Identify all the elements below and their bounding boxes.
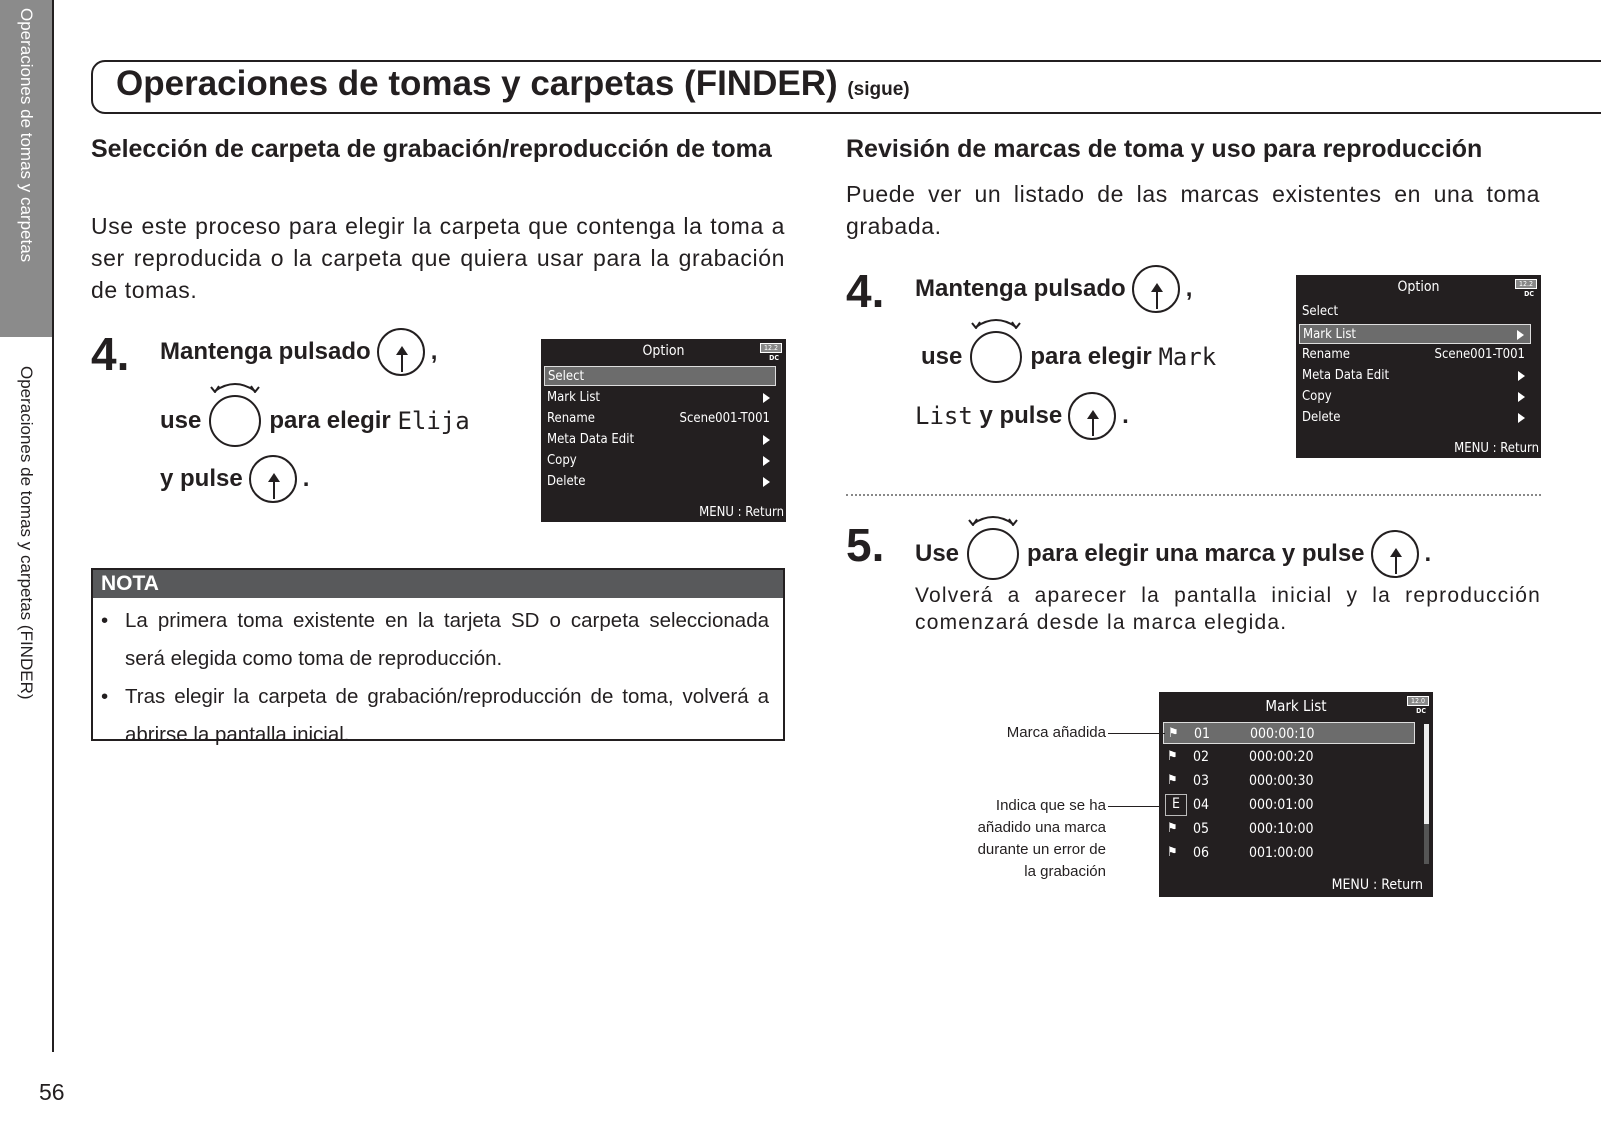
mark-row: ⚑ 06 001:00:00 [1163, 842, 1415, 864]
arrow-right-icon [1517, 330, 1524, 340]
arrow-right-icon [763, 456, 770, 466]
push-dial-icon [1132, 265, 1180, 313]
mark-row: ⚑ 02 000:00:20 [1163, 746, 1415, 768]
arrow-right-icon [763, 435, 770, 445]
screen-row-delete: Delete [1299, 408, 1531, 428]
screen-row-select: Select [544, 366, 776, 386]
nota-box [91, 568, 785, 746]
left-step4-number: 4. [91, 328, 130, 380]
screen-row-select: Select [1302, 304, 1339, 319]
flag-icon: ⚑ [1168, 726, 1179, 741]
push-dial-icon [1068, 392, 1116, 440]
screen-row-delete: Delete [544, 472, 776, 492]
screen-title: Option [1397, 279, 1440, 295]
side-tab-label-finder[interactable]: Operaciones de tomas y carpetas (FINDER) [17, 366, 36, 700]
screen-footer: MENU : Return [1331, 877, 1423, 893]
right-step5-number: 5. [846, 519, 885, 571]
flag-icon: ⚑ [1167, 821, 1178, 836]
battery-icon: 12.0 [1407, 696, 1429, 706]
screen-row-meta-data-edit: Meta Data Edit [1299, 366, 1531, 386]
screen-row-meta-data-edit: Meta Data Edit [544, 430, 776, 450]
arrow-right-icon [1518, 392, 1525, 402]
right-step4-line3: List y pulse . [915, 392, 1129, 440]
right-heading: Revisión de marcas de toma y uso para reproducción [846, 135, 1483, 163]
screen-footer: MENU : Return [1454, 441, 1539, 456]
screen-row-mark-list: Mark List [544, 388, 776, 408]
left-heading: Selección de carpeta de grabación/reproducción de toma [91, 135, 772, 163]
callout-line [1108, 806, 1160, 807]
right-step5-desc: Volverá a aparecer la pantalla inicial y la reproducción comenzará desde la marca elegida. [915, 584, 1541, 634]
arrow-right-icon [763, 477, 770, 487]
screen-row-copy: Copy [544, 451, 776, 471]
page-title: Operaciones de tomas y carpetas (FINDER) (sigue) [116, 64, 910, 103]
left-step4-line2: use para elegir Elija [160, 395, 470, 447]
screen-row-rename: Rename Scene001-T001 [547, 411, 770, 426]
push-dial-icon [377, 328, 425, 376]
menu-item-mark: Mark [1158, 343, 1217, 371]
screen-footer: MENU : Return [699, 505, 784, 520]
right-intro: Puede ver un listado de las marcas existentes en una toma grabada. [846, 181, 1540, 239]
error-mark-icon: E [1165, 794, 1187, 816]
dotted-divider [846, 494, 1541, 496]
option-screen-right [1296, 275, 1541, 458]
flag-icon: ⚑ [1167, 773, 1178, 788]
screen-row-rename: Rename Scene001-T001 [1302, 347, 1525, 362]
mark-row: E 04 000:01:00 [1163, 794, 1415, 816]
side-divider [52, 0, 54, 1052]
dc-label: DC [1524, 290, 1534, 298]
flag-icon: ⚑ [1167, 845, 1178, 860]
screen-title: Mark List [1265, 697, 1327, 715]
mark-row: ⚑ 03 000:00:30 [1163, 770, 1415, 792]
mark-row: ⚑ 05 000:10:00 [1163, 818, 1415, 840]
callout-mark-added: Marca añadida [1006, 724, 1106, 741]
battery-icon: 12.2 [1515, 279, 1537, 289]
mark-row: ⚑ 01 000:00:10 [1163, 722, 1415, 744]
screen-title: Option [642, 343, 685, 359]
callout-error-mark: Indica que se ha añadido una marca durante un error de la grabación [977, 797, 1106, 880]
option-screen-left [541, 339, 786, 522]
nota-item: • Tras elegir la carpeta de grabación/reproducción de toma, volverá a abrirse la pantalla inicial. [101, 685, 769, 746]
screen-row-copy: Copy [1299, 387, 1531, 407]
menu-item-list: List [915, 402, 973, 430]
menu-item-elija: Elija [397, 407, 470, 435]
left-step4-line3: y pulse . [160, 455, 309, 503]
page-number: 56 [39, 1079, 65, 1105]
side-tab-label-active: Operaciones de tomas y carpetas [17, 8, 36, 263]
mark-list-screen [1159, 692, 1433, 897]
page-title-suffix: (sigue) [847, 79, 910, 100]
nota-label: NOTA [93, 570, 783, 598]
dc-label: DC [1416, 707, 1426, 715]
battery-icon: 12.2 [760, 343, 782, 353]
right-step5-line: Use para elegir una marca y pulse . [915, 528, 1431, 580]
scrollbar-thumb [1424, 724, 1429, 824]
right-step4-line2: use para elegir Mark [921, 331, 1216, 383]
rotate-dial-icon [209, 395, 261, 447]
arrow-right-icon [763, 393, 770, 403]
dc-label: DC [769, 354, 779, 362]
right-step4-line1: Mantenga pulsado , [915, 265, 1192, 313]
flag-icon: ⚑ [1167, 749, 1178, 764]
right-step4-number: 4. [846, 265, 885, 317]
push-dial-icon [249, 455, 297, 503]
left-intro: Use este proceso para elegir la carpeta que contenga la toma a ser reproducida o la carpeta que quiera usar para la grabación de tomas. [91, 213, 785, 303]
arrow-right-icon [1518, 371, 1525, 381]
push-dial-icon [1371, 530, 1419, 578]
callout-line [1108, 733, 1165, 734]
left-step4-line1: Mantenga pulsado , [160, 328, 437, 376]
screen-row-mark-list: Mark List [1299, 324, 1531, 344]
rotate-dial-icon [970, 331, 1022, 383]
arrow-right-icon [1518, 413, 1525, 423]
rotate-dial-icon [967, 528, 1019, 580]
nota-item: • La primera toma existente en la tarjeta SD o carpeta seleccionada será elegida como toma de reproducción. [101, 609, 769, 670]
